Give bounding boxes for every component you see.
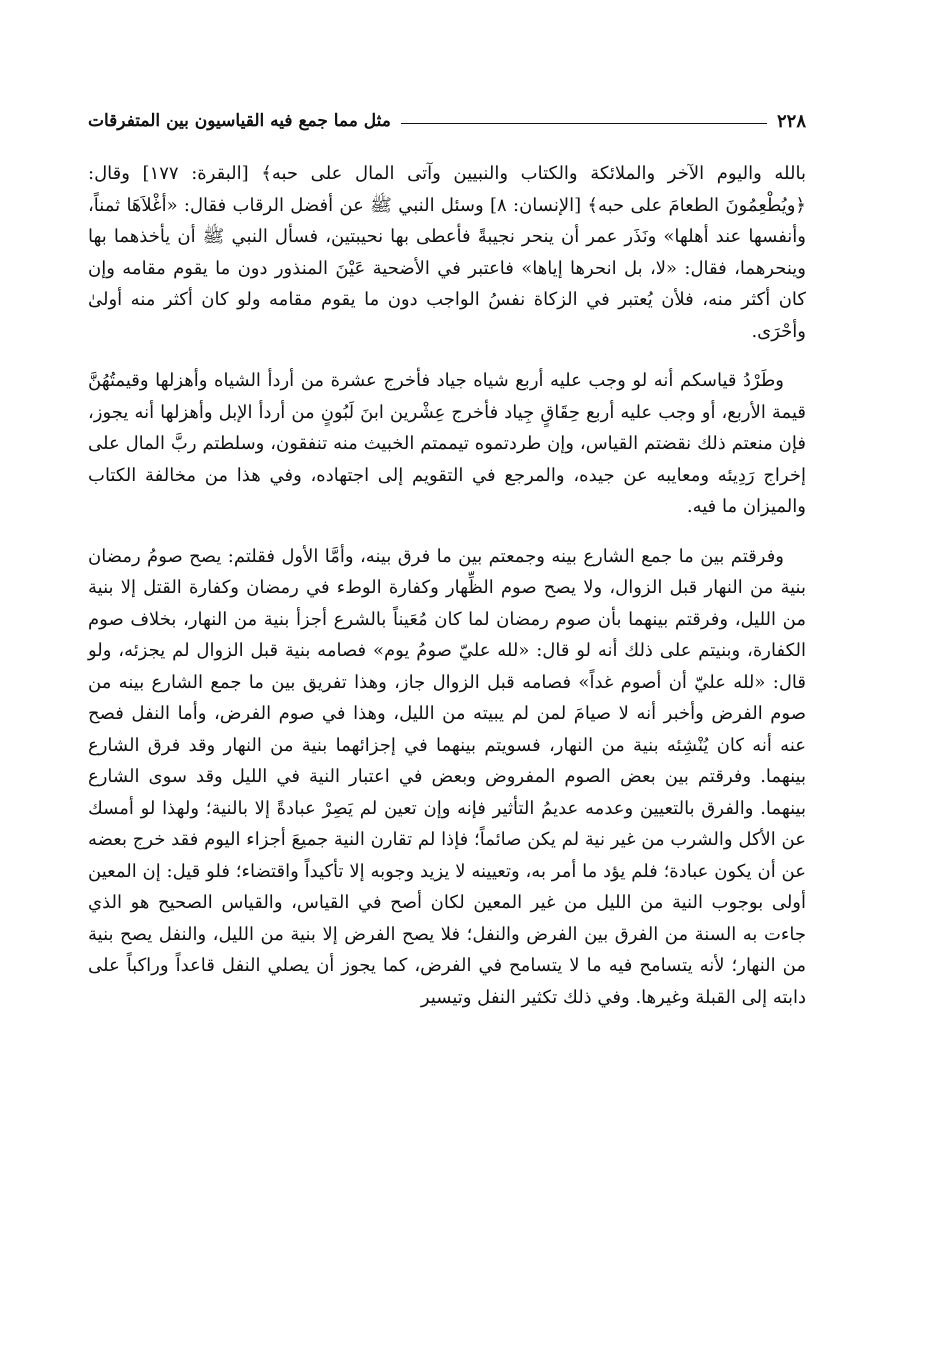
- paragraph-continuation: بالله واليوم الآخر والملائكة والكتاب والنبيين وآتى المال على حبه﴾ [البقرة: ١٧٧] وقال: ﴿ويُطْعِمُونَ الطعامَ على حبه﴾ [الإنسان: ٨] وسئل النبي ﷺ عن أفضل الرقاب فقال: «أغْلاَهَا ثمناً، وأنفسها عند أهلها» ونَذَر عمر أن ينحر نجيبةً فأعطى بها نحيبتين، فسأل النبي ﷺ أن يأخذهما بها وينحرهما، فقال: «لا، بل انحرها إياها» فاعتبر في الأضحية عَيْنَ المنذور دون ما يقوم مقامه وإن كان أكثر منه، فلأن يُعتبر في الزكاة نفسُ الواجب دون ما يقوم مقامه ولو كان أكثر منه أولىٰ وأحْرَى.: [88, 163, 806, 342]
- body-text: [88, 158, 806, 1013]
- book-page: [88, 104, 806, 1013]
- paragraph: وفرقتم بين ما جمع الشارع بينه وجمعتم بين ما فرق بينه، وأمَّا الأول فقلتم: يصح صومُ رمضان بنية من النهار قبل الزوال، ولا يصح صوم الظِّهار وكفارة الوطء في رمضان وكفارة القتل إلا بنية من الليل، وفرقتم بينهما بأن صوم رمضان لما كان مُعَيناً بالشرع أجزأ بنية من النهار، بخلاف صوم الكفارة، وبنيتم على ذلك أنه لو قال: «لله عليّ صومُ يوم» فصامه بنية قبل الزوال لم يجزئه، ولو قال: «لله عليّ أن أصوم غداً» فصامه قبل الزوال جاز، وهذا تفريق بين ما جمع الشارع بينه من صوم الفرض وأخبر أنه لا صيامَ لمن لم يبيته من الليل، وهذا في صوم الفرض، وأما النفل فصح عنه أنه كان يُنْشِئه بنية من النهار، فسويتم بينهما في إجزائهما بنية من النهار وقد فرق الشارع بينهما. وفرقتم بين بعض الصوم المفروض وبعض في اعتبار النية في الليل وقد سوى الشارع بينهما. والفرق بالتعيين وعدمه عديمُ التأثير فإنه وإن تعين لم يَصِرْ عبادةً إلا بالنية؛ ولهذا لو أمسك عن الأكل والشرب من غير نية لم يكن صائماً؛ فإذا لم تقارن النية جميعَ أجزاء اليوم فقد خرج بعضه عن أن يكون عبادة؛ فلم يؤد ما أمر به، وتعيينه لا يزيد وجوبه إلا تأكيداً واقتضاء؛ فلو قيل: إن المعين أولى بوجوب النية من الليل من غير المعين لكان أصح في القياس، والقياس الصحيح هو الذي جاءت به السنة من الفرق بين الفرض والنفل؛ فلا يصح الفرض إلا بنية من الليل، والنفل يصح بنية من النهار؛ لأنه يتسامح فيه ما لا يتسامح في الفرض، كما يجوز أن يصلي النفل قاعداً وراكباً على دابته إلى القبلة وغيرها. وفي ذلك تكثير النفل وتيسير: [88, 545, 806, 1008]
- header-rule: [401, 123, 767, 124]
- paragraph: وطَرْدُ قياسكم أنه لو وجب عليه أربع شياه جياد فأخرج عشرة من أردأ الشياه وأهزلها وقيمتُهُنَّ قيمة الأربع، أو وجب عليه أربع حِقَاقٍ جِياد فأخرج عِشْرين ابنَ لَبُونٍ من أردأ الإبل وأهزلها أنه يجوز، فإن منعتم ذلك نقضتم القياس، وإن طردتموه تيممتم الخبيث منه تنفقون، وسلطتم ربَّ المال على إخراج رَدِيئه ومعايبه عن جيده، والمرجع في التقويم إلى اجتهاده، وفي هذا من مخالفة الكتاب والميزان ما فيه.: [88, 370, 806, 517]
- page-number: ٢٢٨: [776, 110, 806, 132]
- running-header: [88, 104, 806, 138]
- running-title: مثل مما جمع فيه القياسيون بين المتفرقات: [88, 111, 391, 131]
